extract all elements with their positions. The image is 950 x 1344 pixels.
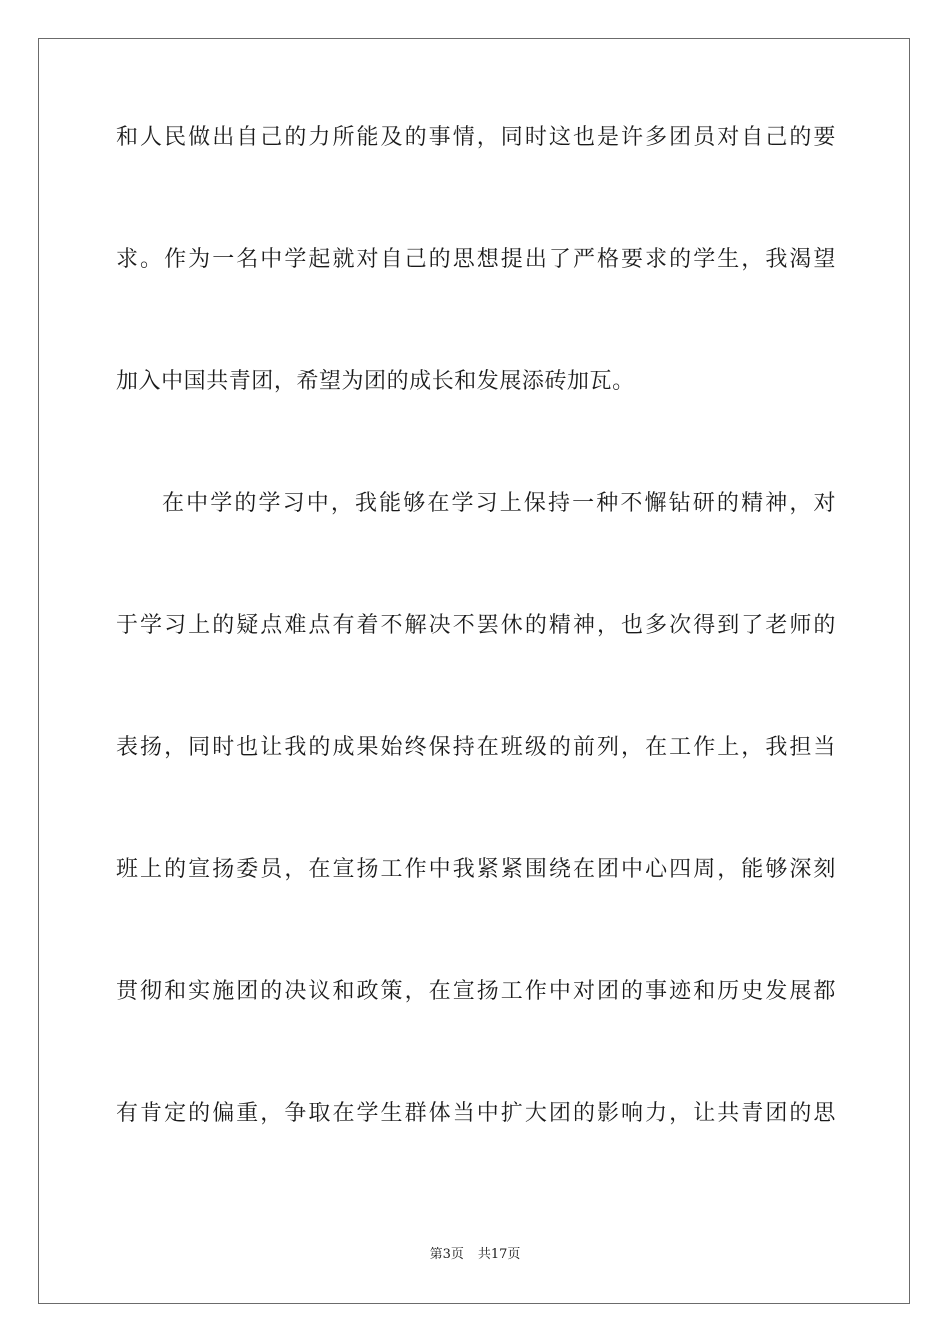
text-line-3: 加入中国共青团，希望为团的成长和发展添砖加瓦。 (116, 369, 635, 394)
page-footer (0, 1246, 950, 1264)
text-line-4: 在中学的学习中，我能够在学习上保持一种不懈钻研的精神，对 (162, 491, 836, 516)
text-line-2: 求。作为一名中学起就对自己的思想提出了严格要求的学生，我渴望 (116, 247, 836, 272)
page-number: 第3页 (429, 1247, 464, 1262)
page-total: 共17页 (477, 1247, 521, 1262)
text-line-7: 班上的宣扬委员，在宣扬工作中我紧紧围绕在团中心四周，能够深刻 (116, 857, 836, 882)
text-line-6: 表扬，同时也让我的成果始终保持在班级的前列，在工作上，我担当 (116, 735, 836, 760)
text-line-5: 于学习上的疑点难点有着不解决不罢休的精神，也多次得到了老师的 (116, 613, 836, 638)
document-body (116, 124, 836, 1222)
text-line-1: 和人民做出自己的力所能及的事情，同时这也是许多团员对自己的要 (116, 125, 836, 150)
text-line-8: 贯彻和实施团的决议和政策，在宣扬工作中对团的事迹和历史发展都 (116, 979, 836, 1004)
text-line-9: 有肯定的偏重，争取在学生群体当中扩大团的影响力，让共青团的思 (116, 1101, 836, 1126)
